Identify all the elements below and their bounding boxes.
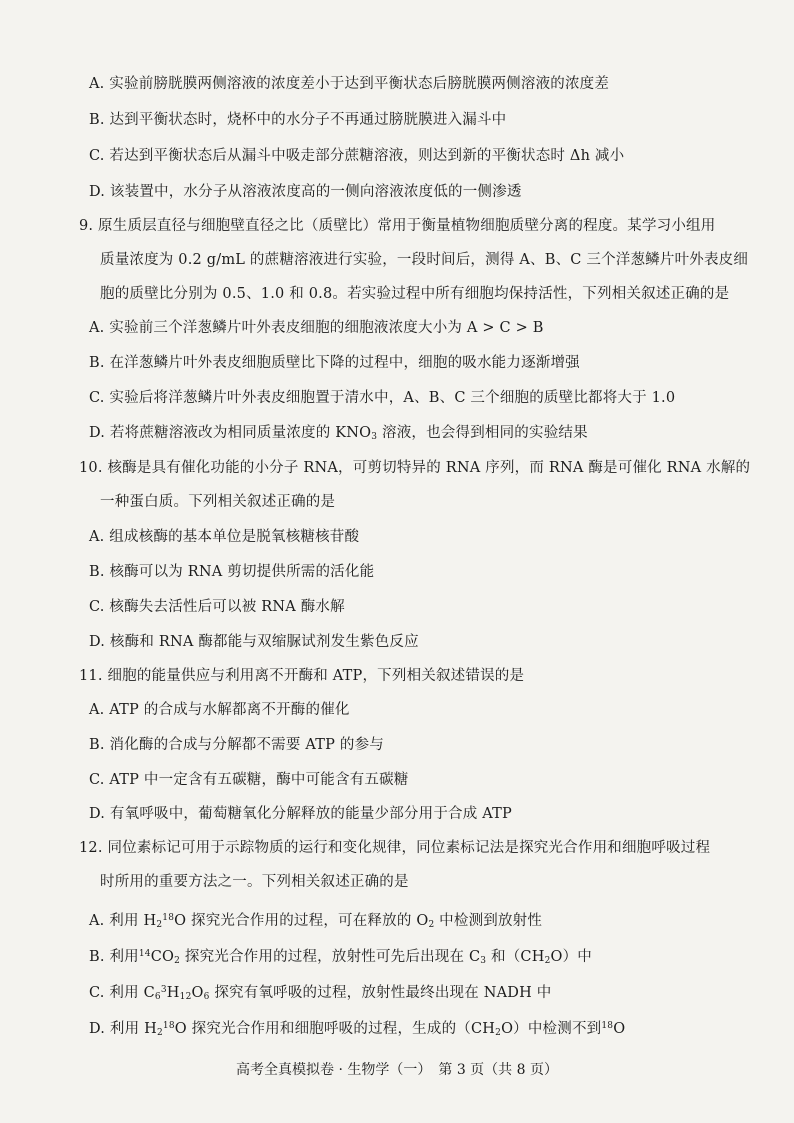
q10-option-d: D. 核酶和 RNA 酶都能与双缩脲试剂发生紫色反应 xyxy=(89,634,419,650)
q11-stem-line1: 11. 细胞的能量供应与利用离不开酶和 ATP，下列相关叙述错误的是 xyxy=(79,668,525,684)
q9-stem-line3: 胞的质壁比分别为 0.5、1.0 和 0.8。若实验过程中所有细胞均保持活性，下列相关叙述正确的是 xyxy=(100,286,730,302)
q9-stem-line1: 9. 原生质层直径与细胞壁直径之比（质壁比）常用于衡量植物细胞质壁分离的程度。某学习小组用 xyxy=(79,218,716,234)
q8-option-b: B. 达到平衡状态时，烧杯中的水分子不再通过膀胱膜进入漏斗中 xyxy=(89,112,507,128)
q11-option-a: A. ATP 的合成与水解都离不开酶的催化 xyxy=(89,702,350,718)
q8-option-c: C. 若达到平衡状态后从漏斗中吸走部分蔗糖溶液，则达到新的平衡状态时 Δh 减小 xyxy=(89,148,625,164)
q9-option-a: A. 实验前三个洋葱鳞片叶外表皮细胞的细胞液浓度大小为 A > C > B xyxy=(89,320,544,336)
q12-option-b: B. 利用$^{14}CO_2$ 探究光合作用的过程，放射性可先后出现在 $C_3$ 和$(CH_2O)$中 xyxy=(89,949,593,966)
q10-stem-line1: 10. 核酶是具有催化功能的小分子 RNA，可剪切特异的 RNA 序列，而 RNA 酶是可催化 RNA 水解的 xyxy=(79,460,751,476)
q12-option-a: A. 利用 $H_2^{18}O$ 探究光合作用的过程，可在释放的 $O_2$ 中检测到放射性 xyxy=(89,913,543,930)
q11-option-b: B. 消化酶的合成与分解都不需要 ATP 的参与 xyxy=(89,737,384,753)
q10-option-c: C. 核酶失去活性后可以被 RNA 酶水解 xyxy=(89,599,345,615)
q12-option-c: C. 利用 $C_6^3H_{12}O_6$ 探究有氧呼吸的过程，放射性最终出现在 NADH 中 xyxy=(89,985,552,1002)
q9-option-c: C. 实验后将洋葱鳞片叶外表皮细胞置于清水中，A、B、C 三个细胞的质壁比都将大于 1.0 xyxy=(89,390,676,406)
q8-option-a: A. 实验前膀胱膜两侧溶液的浓度差小于达到平衡状态后膀胱膜两侧溶液的浓度差 xyxy=(89,76,610,92)
q11-option-c: C. ATP 中一定含有五碳糖，酶中可能含有五碳糖 xyxy=(89,772,409,788)
page-footer: 高考全真模拟卷 · 生物学（一） 第 3 页（共 8 页） xyxy=(236,1062,558,1078)
q12-option-d: D. 利用 $H_2^{18}O$ 探究光合作用和细胞呼吸的过程，生成的$(CH_2O)$中检测不到$^{18}$O xyxy=(89,1021,626,1038)
q10-option-a: A. 组成核酶的基本单位是脱氧核糖核苷酸 xyxy=(89,529,360,545)
q10-stem-line2: 一种蛋白质。下列相关叙述正确的是 xyxy=(100,494,336,510)
q11-option-d: D. 有氧呼吸中，葡萄糖氧化分解释放的能量少部分用于合成 ATP xyxy=(89,806,512,822)
q9-option-d: D. 若将蔗糖溶液改为相同质量浓度的 $KNO_3$ 溶液，也会得到相同的实验结果 xyxy=(89,425,588,442)
q12-stem-line1: 12. 同位素标记可用于示踪物质的运行和变化规律，同位素标记法是探究光合作用和细胞呼吸过程 xyxy=(79,840,711,856)
q9-stem-line2: 质量浓度为 0.2 g/mL 的蔗糖溶液进行实验，一段时间后，测得 A、B、C 三个洋葱鳞片叶外表皮细 xyxy=(100,252,749,268)
q8-option-d: D. 该装置中，水分子从溶液浓度高的一侧向溶液浓度低的一侧渗透 xyxy=(89,184,522,200)
q10-option-b: B. 核酶可以为 RNA 剪切提供所需的活化能 xyxy=(89,564,375,580)
q12-stem-line2: 时所用的重要方法之一。下列相关叙述正确的是 xyxy=(100,874,409,890)
q9-option-b: B. 在洋葱鳞片叶外表皮细胞质壁比下降的过程中，细胞的吸水能力逐渐增强 xyxy=(89,355,580,371)
